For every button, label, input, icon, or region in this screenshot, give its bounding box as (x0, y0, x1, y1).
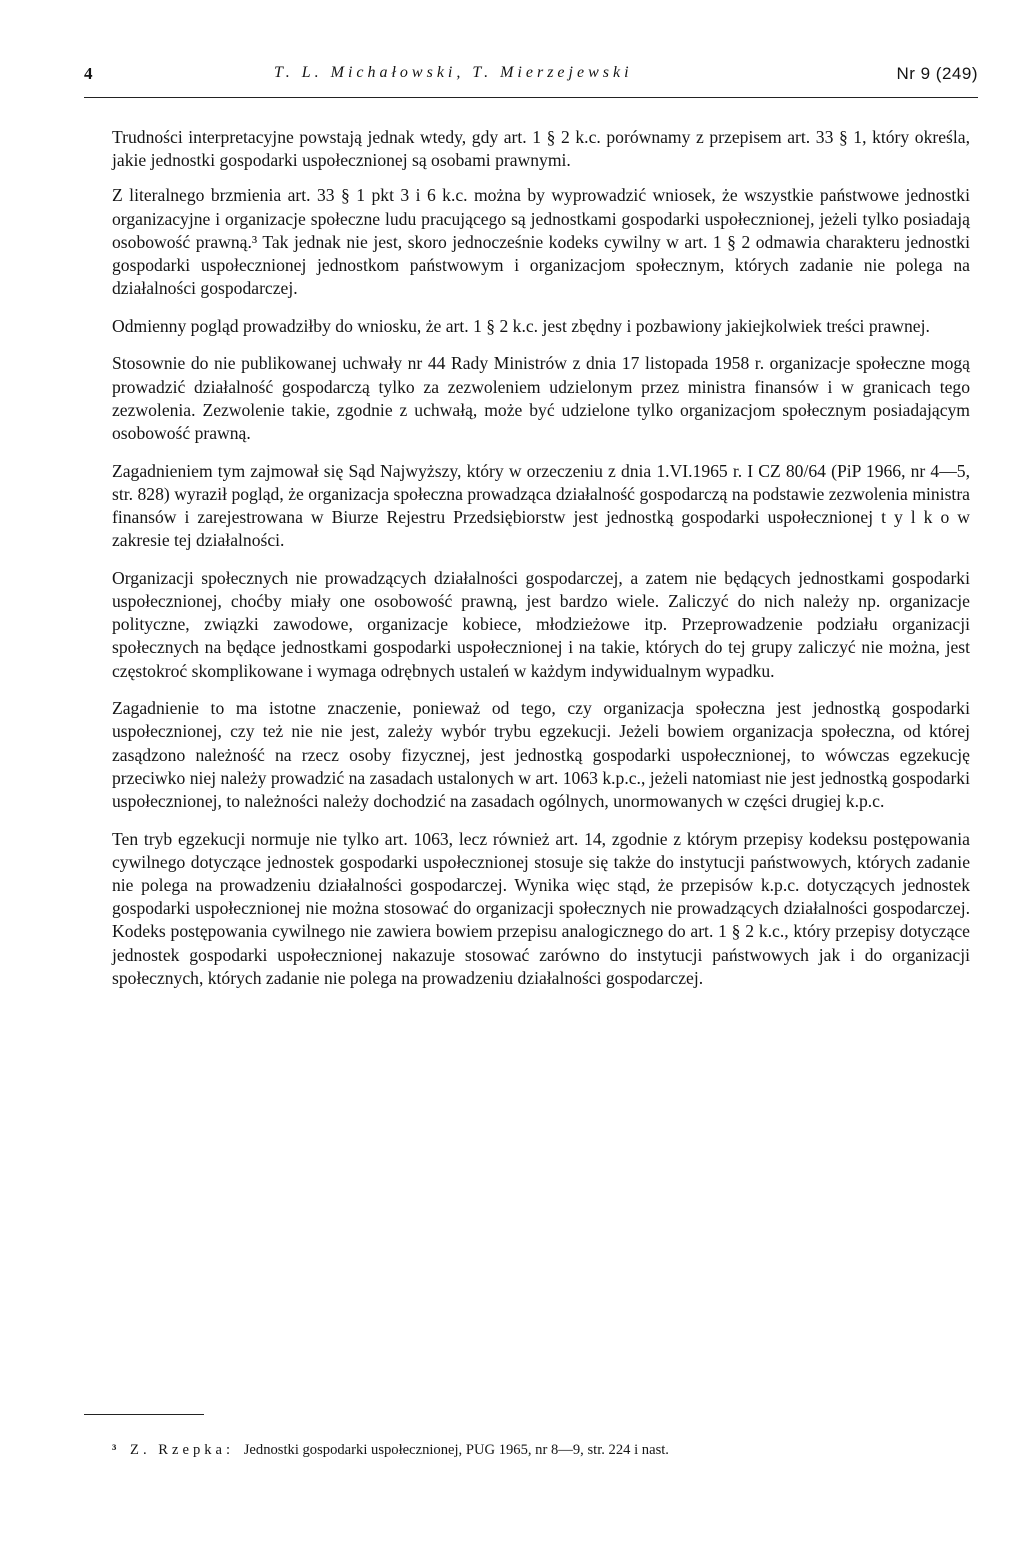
paragraph: Organizacji społecznych nie prowadzących działalności gospodarczej, a zatem nie będących jednostkami gospodarki uspołecznionej, choćby miały one osobowość prawną, jest bardzo wiele. Zaliczyć do nich należy np. organizacje polityczne, związki zawodowe, organizacje kobiece, młodzieżowe itp. Przeprowadzenie podziału organizacji społecznych na będące jednostkami gospodarki uspołecznionej i na takie, których do tej grupy zaliczyć nie można, jest częstokroć skomplikowane i wymaga odrębnych ustaleń w każdym indywidualnym wypadku. (112, 567, 970, 681)
paragraph: Zagadnienie to ma istotne znaczenie, ponieważ od tego, czy organizacja społeczna jest jednostką gospodarki uspołecznionej, czy też nie nie jest, zależy wybór trybu egzekucji. Jeżeli bowiem organizacja społeczna, od której zasądzono należność na rzecz osoby fizycznej, jest jednostką gospodarki uspołecznionej, to wówczas egzekucję przeciwko niej należy prowadzić na zasadach ustalonych w art. 1063 k.p.c., jeżeli natomiast nie jest jednostką gospodarki uspołecznionej, to należności należy dochodzić na zasadach ogólnych, unormowanych w części drugiej k.p.c. (112, 698, 970, 812)
paragraph: Odmienny pogląd prowadziłby do wniosku, że art. 1 § 2 k.c. jest zbędny i pozbawiony jakiejkolwiek treści prawnej. (112, 315, 930, 336)
footnote-rule (84, 1414, 204, 1415)
page-number: 4 (84, 64, 93, 83)
running-header (84, 62, 978, 92)
paragraph: Zagadnieniem tym zajmował się Sąd Najwyższy, który w orzeczeniu z dnia 1.VI.1965 r. I CZ 80/64 (PiP 1966, nr 4—5, str. 828) wyraził pogląd, że organizacja społeczna prowadząca działalność gospodarczą na podstawie zezwolenia ministra finansów i zarejestrowana w Biurze Rejestru Przedsiębiorstw jest jednostką gospodarki uspołecznionej t y l k o w zakresie tej działalności. (112, 460, 970, 551)
header-rule (84, 97, 978, 98)
footnote-text: Jednostki gospodarki uspołecznionej, PUG 1965, nr 8—9, str. 224 i nast. (243, 1442, 669, 1458)
running-head-authors: T. L. Michałowski, T. Mierzejewski (274, 64, 633, 81)
paragraph: Ten tryb egzekucji normuje nie tylko art. 1063, lecz również art. 14, zgodnie z którym przepisy kodeksu postępowania cywilnego dotyczące jednostek gospodarki uspołecznionej stosuje się także do instytucji państwowych, których zadanie nie polega na prowadzeniu działalności gospodarczej. Wynika więc stąd, że przepisów k.p.c. dotyczących jednostek gospodarki uspołecznionej nie można stosować do organizacji społecznych nie prowadzących działalności gospodarczej. Kodeks postępowania cywilnego nie zawiera bowiem przepisu analogicznego do art. 1 § 2 k.c., który przepisy dotyczące jednostek gospodarki uspołecznionej nakazuje stosować zarówno do instytucji państwowych jak i do organizacji społecznych, których zadanie nie polega na prowadzeniu działalności gospodarczej. (112, 828, 970, 988)
issue-number: Nr 9 (249) (896, 64, 978, 83)
paragraph: Trudności interpretacyjne powstają jednak wtedy, gdy art. 1 § 2 k.c. porównamy z przepisem art. 33 § 1, który określa, jakie jednostki gospodarki uspołecznionej są osobami prawnymi. (112, 127, 970, 171)
paragraph: Z literalnego brzmienia art. 33 § 1 pkt 3 i 6 k.c. można by wyprowadzić wniosek, że wszystkie państwowe jednostki organizacyjne i organizacje społeczne ludu pracującego są jednostkami gospodarki uspołecznionej, jeżeli tylko posiadają osobowość prawną.³ Tak jednak nie jest, skoro jednocześnie kodeks cywilny w art. 1 § 2 odmawia charakteru jednostki gospodarki uspołecznionej jednostkom państwowym i organizacjom społecznym, których zadanie nie polega na działalności gospodarczej. (112, 185, 970, 299)
paragraph: Stosownie do nie publikowanej uchwały nr 44 Rady Ministrów z dnia 17 listopada 1958 r. organizacje społeczne mogą prowadzić działalność gospodarczą tylko za zezwoleniem udzielonym przez ministra finansów i w granicach tego zezwolenia. Zezwolenie takie, zgodnie z uchwałą, może być udzielone tylko organizacjom społecznym posiadającym osobowość prawną. (112, 353, 970, 444)
article-body (112, 126, 970, 1004)
footnote-author: Z. Rzepka: (130, 1442, 235, 1458)
footnote-mark: ³ (112, 1442, 117, 1458)
footnote (112, 1440, 970, 1460)
